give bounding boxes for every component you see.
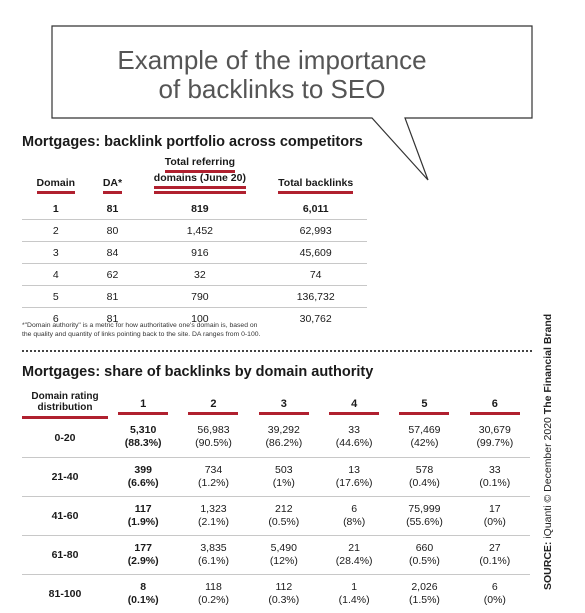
- domain-authority-table: [22, 391, 530, 613]
- header-col-2: 2: [178, 391, 248, 418]
- row-label: 41-60: [22, 497, 108, 536]
- cell: [319, 418, 389, 458]
- cell-percent: (1%): [249, 477, 319, 490]
- table-row: [22, 458, 530, 497]
- cell: 81: [90, 308, 136, 330]
- cell-count: 503: [249, 464, 319, 477]
- cell-percent: (0.5%): [389, 555, 459, 568]
- table-row: [22, 220, 367, 242]
- cell-percent: (1.9%): [108, 516, 178, 529]
- cell-percent: (99.7%): [460, 437, 530, 450]
- cell: 81: [90, 286, 136, 308]
- cell-count: 5,310: [108, 424, 178, 437]
- cell: 80: [90, 220, 136, 242]
- dotted-divider: [22, 350, 532, 352]
- bubble-title-line1: Example of the importance: [58, 46, 486, 75]
- header-col-3: 3: [249, 391, 319, 418]
- cell: 100: [135, 308, 264, 330]
- header-domain-rating: Domain rating distribution: [22, 391, 108, 418]
- table2-title: Mortgages: share of backlinks by domain authority: [22, 364, 373, 380]
- cell-percent: (17.6%): [319, 477, 389, 490]
- cell: [249, 536, 319, 575]
- cell-percent: (8%): [319, 516, 389, 529]
- cell: [108, 458, 178, 497]
- cell: 136,732: [264, 286, 367, 308]
- cell-count: 17: [460, 503, 530, 516]
- cell-percent: (42%): [389, 437, 459, 450]
- row-label: 61-80: [22, 536, 108, 575]
- cell: 819: [135, 198, 264, 220]
- cell: [178, 458, 248, 497]
- cell: [108, 575, 178, 613]
- header-domain: Domain: [22, 157, 90, 198]
- cell-percent: (55.6%): [389, 516, 459, 529]
- cell: 916: [135, 242, 264, 264]
- cell: 1,452: [135, 220, 264, 242]
- bubble-title: [58, 46, 486, 104]
- header-referring-domains: Total referring domains (June 20): [135, 157, 264, 198]
- cell-count: 30,679: [460, 424, 530, 437]
- cell-count: 3,835: [178, 542, 248, 555]
- cell: 6: [22, 308, 90, 330]
- cell-percent: (0.1%): [108, 594, 178, 607]
- cell-count: 212: [249, 503, 319, 516]
- cell-percent: (0.3%): [249, 594, 319, 607]
- cell-percent: (44.6%): [319, 437, 389, 450]
- cell: 62: [90, 264, 136, 286]
- cell: 45,609: [264, 242, 367, 264]
- cell-percent: (28.4%): [319, 555, 389, 568]
- cell-percent: (0.2%): [178, 594, 248, 607]
- cell-count: 177: [108, 542, 178, 555]
- header-da: DA*: [90, 157, 136, 198]
- source-prefix: SOURCE:: [542, 542, 554, 590]
- cell: [389, 458, 459, 497]
- cell: [178, 497, 248, 536]
- cell: [249, 458, 319, 497]
- footnote-line2: the quality and quantity of links pointing back to the site. DA ranges from 0-100.: [22, 331, 372, 340]
- cell-count: 39,292: [249, 424, 319, 437]
- footnote: [22, 322, 372, 339]
- cell-percent: (2.1%): [178, 516, 248, 529]
- cell: [460, 536, 530, 575]
- cell: [319, 497, 389, 536]
- row-label: 81-100: [22, 575, 108, 613]
- source-brand: The Financial Brand: [542, 314, 554, 414]
- cell-percent: (0%): [460, 594, 530, 607]
- cell-percent: (6.1%): [178, 555, 248, 568]
- cell: [460, 458, 530, 497]
- cell: 74: [264, 264, 367, 286]
- table-row: [22, 418, 530, 458]
- cell: [319, 536, 389, 575]
- cell-count: 6: [460, 581, 530, 594]
- cell-count: 118: [178, 581, 248, 594]
- cell: 30,762: [264, 308, 367, 330]
- cell: 32: [135, 264, 264, 286]
- cell-count: 33: [460, 464, 530, 477]
- cell-count: 112: [249, 581, 319, 594]
- cell-percent: (12%): [249, 555, 319, 568]
- cell-percent: (1.4%): [319, 594, 389, 607]
- header-col-6: 6: [460, 391, 530, 418]
- cell-percent: (0.5%): [249, 516, 319, 529]
- cell: [108, 418, 178, 458]
- cell-percent: (1.2%): [178, 477, 248, 490]
- cell: 5: [22, 286, 90, 308]
- cell: 1: [22, 198, 90, 220]
- cell-count: 57,469: [389, 424, 459, 437]
- cell-count: 578: [389, 464, 459, 477]
- cell: [319, 575, 389, 613]
- cell-count: 27: [460, 542, 530, 555]
- cell: [319, 458, 389, 497]
- cell: 84: [90, 242, 136, 264]
- source-text: iQuanti © December 2020: [542, 414, 554, 541]
- cell: [108, 497, 178, 536]
- cell-count: 1: [319, 581, 389, 594]
- bubble-title-line2: of backlinks to SEO: [58, 75, 486, 104]
- cell: [249, 497, 319, 536]
- cell-count: 734: [178, 464, 248, 477]
- cell-percent: (1.5%): [389, 594, 459, 607]
- cell: [178, 575, 248, 613]
- header-total-backlinks: Total backlinks: [264, 157, 367, 198]
- cell-count: 660: [389, 542, 459, 555]
- row-label: 21-40: [22, 458, 108, 497]
- cell-percent: (0.1%): [460, 555, 530, 568]
- cell: [249, 575, 319, 613]
- cell: 6,011: [264, 198, 367, 220]
- cell: [178, 418, 248, 458]
- cell-count: 33: [319, 424, 389, 437]
- cell-count: 6: [319, 503, 389, 516]
- cell-percent: (2.9%): [108, 555, 178, 568]
- cell: [108, 536, 178, 575]
- cell-count: 8: [108, 581, 178, 594]
- table-row: [22, 242, 367, 264]
- cell-percent: (86.2%): [249, 437, 319, 450]
- cell-count: 75,999: [389, 503, 459, 516]
- header-col-4: 4: [319, 391, 389, 418]
- cell-count: 2,026: [389, 581, 459, 594]
- cell: [460, 497, 530, 536]
- cell: [389, 536, 459, 575]
- table1-title: Mortgages: backlink portfolio across competitors: [22, 134, 363, 150]
- source-credit: [542, 260, 554, 590]
- cell: 4: [22, 264, 90, 286]
- cell: 62,993: [264, 220, 367, 242]
- row-label: 0-20: [22, 418, 108, 458]
- cell: [178, 536, 248, 575]
- footnote-line1: *"Domain authority" is a metric for how authoritative one's domain is, based on: [22, 322, 372, 331]
- table-row: [22, 575, 530, 613]
- cell: [460, 418, 530, 458]
- cell-percent: (90.5%): [178, 437, 248, 450]
- cell-count: 56,983: [178, 424, 248, 437]
- cell-percent: (6.6%): [108, 477, 178, 490]
- cell-count: 5,490: [249, 542, 319, 555]
- header-col-1: 1: [108, 391, 178, 418]
- cell-count: 21: [319, 542, 389, 555]
- cell-percent: (0.1%): [460, 477, 530, 490]
- cell: 2: [22, 220, 90, 242]
- table-row: [22, 536, 530, 575]
- table-row: [22, 497, 530, 536]
- cell-percent: (0.4%): [389, 477, 459, 490]
- cell: [249, 418, 319, 458]
- header-col-5: 5: [389, 391, 459, 418]
- cell: 81: [90, 198, 136, 220]
- cell-percent: (88.3%): [108, 437, 178, 450]
- cell-count: 117: [108, 503, 178, 516]
- cell: 3: [22, 242, 90, 264]
- table-row: [22, 286, 367, 308]
- cell-count: 1,323: [178, 503, 248, 516]
- cell: [389, 497, 459, 536]
- cell: [389, 418, 459, 458]
- cell-count: 399: [108, 464, 178, 477]
- table-row: [22, 198, 367, 220]
- cell: [460, 575, 530, 613]
- cell: [389, 575, 459, 613]
- cell: 790: [135, 286, 264, 308]
- cell-count: 13: [319, 464, 389, 477]
- backlink-portfolio-table: [22, 157, 367, 329]
- table-row: [22, 264, 367, 286]
- cell-percent: (0%): [460, 516, 530, 529]
